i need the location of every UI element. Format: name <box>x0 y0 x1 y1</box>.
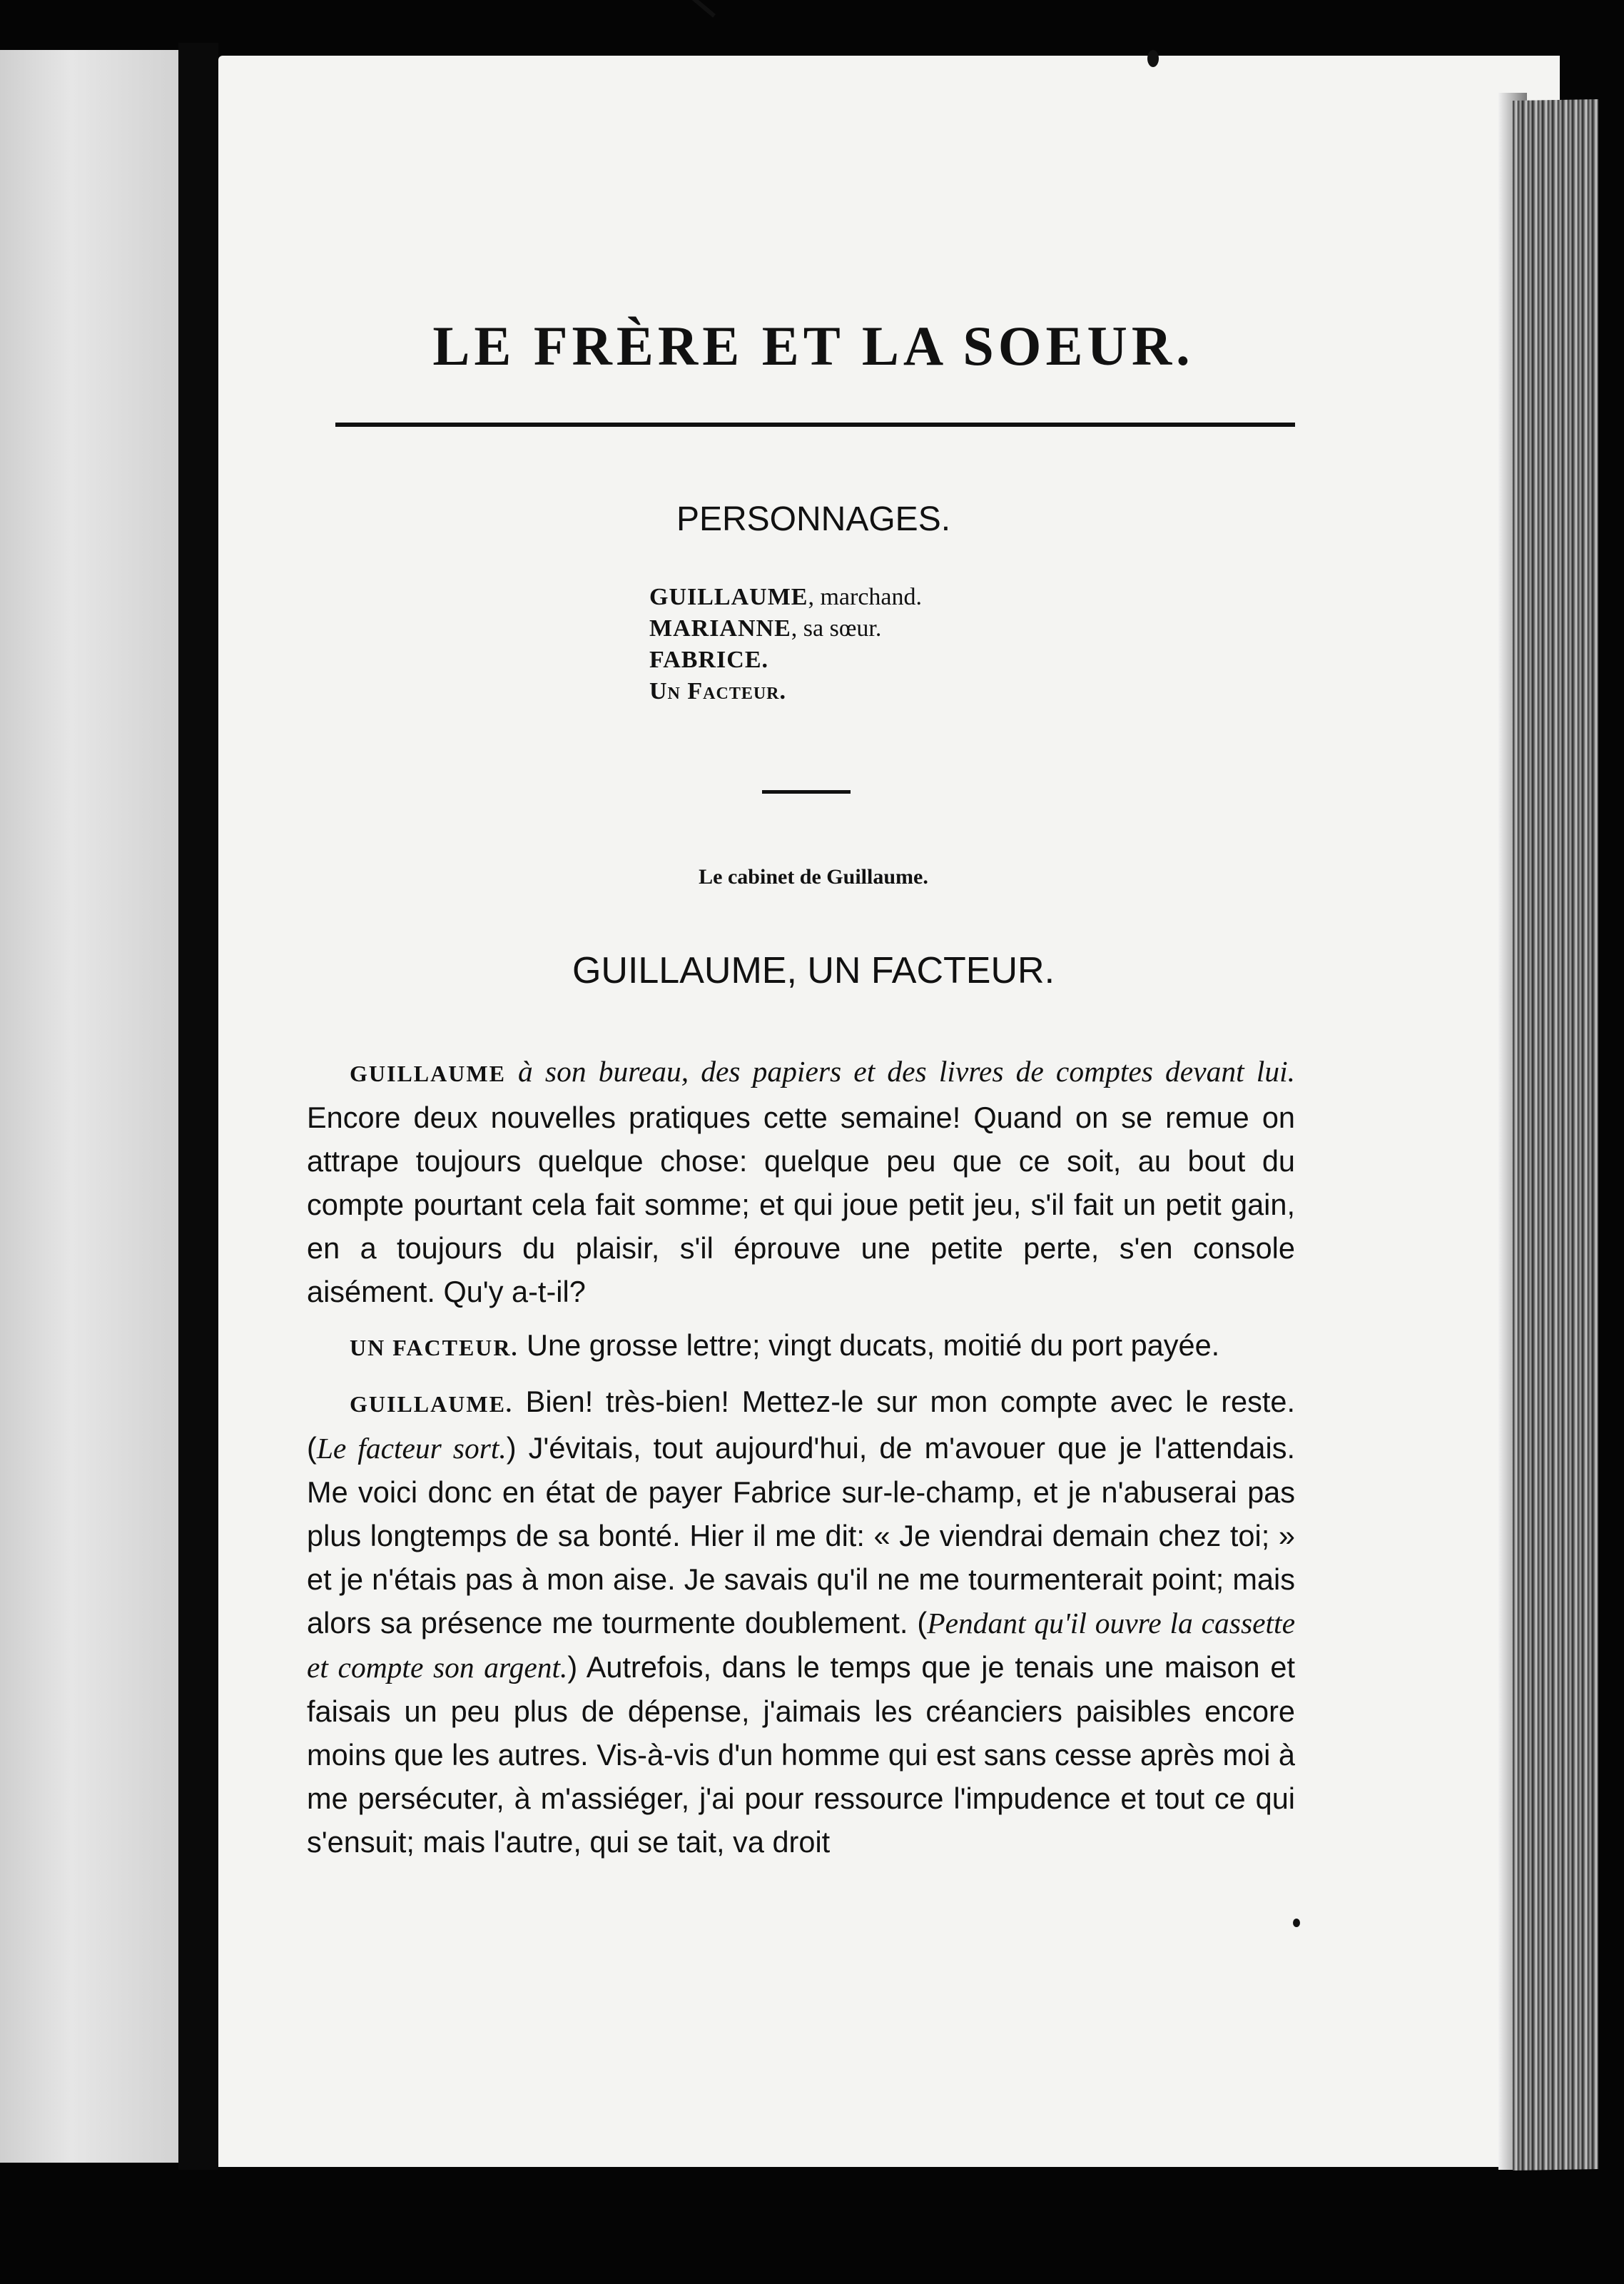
scan-speck <box>1293 1919 1300 1927</box>
stage-direction: Le facteur sort. <box>316 1432 507 1465</box>
cast-name: FABRICE. <box>649 647 768 673</box>
speech-text: ) J'évitais, tout aujourd'hui, de m'avouer que je l'attendais. Me voici donc en état de payer Fabrice sur-le-champ, et je n'abuserai pas plus longtemps de sa bonté. Hier il me dit: « Je viendrai demain chez toi; » et je n'étais pas à mon aise. Je savais qu'il ne me tourmenterait point; mais alors sa présence me tourmente doublement. ( <box>307 1431 1295 1639</box>
cast-name: GUILLAUME <box>649 584 808 610</box>
cast-item <box>649 613 1149 645</box>
section-divider <box>762 790 851 794</box>
cast-role: , sa sœur. <box>791 615 882 642</box>
scan-speck <box>680 0 716 18</box>
cast-name: MARIANNE <box>649 615 791 642</box>
scene-heading: GUILLAUME, UN FACTEUR. <box>572 950 1055 991</box>
cast-list <box>649 582 1149 707</box>
speech <box>307 1049 1295 1313</box>
cast-item <box>649 582 1149 613</box>
speech <box>307 1323 1295 1370</box>
page-edges-stack <box>1513 99 1598 2171</box>
stage-direction: Pendant qu'il ouvre la cassette et compte son argent. <box>307 1607 1295 1684</box>
speech-text: ) Autrefois, dans le temps que je tenais une maison et faisais un peu plus de dépense, j'aimais les créanciers paisibles encore moins que les autres. Vis-à-vis d'un homme qui est sans cesse après moi à me persécuter, à m'assiéger, j'ai pour ressource l'impudence et tout ce qui s'ensuit; mais l'autre, qui se tait, va droit <box>307 1650 1295 1859</box>
cast-item <box>649 676 1149 707</box>
stage-direction: à son bureau, des papiers et des livres de comptes devant lui. <box>505 1055 1295 1088</box>
dialogue <box>307 1049 1295 1874</box>
scan-speck <box>1147 50 1159 67</box>
speaker-name: GUILLAUME <box>350 1061 506 1086</box>
previous-page-edge <box>0 50 181 2163</box>
book-gutter <box>178 43 218 2170</box>
play-title: LE FRÈRE ET LA SOEUR. <box>432 315 1194 377</box>
speech-text: Encore deux nouvelles pratiques cette semaine! Quand on se remue on attrape toujours quelque chose: quelque peu que ce soit, au bout du compte pourtant cela fait somme; et qui joue petit jeu, s'il fait un petit gain, en a toujours du plaisir, s'il éprouve une petite perte, s'en console aisément. Qu'y a-t-il? <box>307 1101 1295 1308</box>
speech <box>307 1380 1295 1864</box>
speaker-name: GUILLAUME. <box>350 1391 513 1417</box>
speech-text: Une grosse lettre; vingt ducats, moitié du port payée. <box>518 1328 1220 1362</box>
cast-item <box>649 645 1149 676</box>
speaker-name: UN FACTEUR. <box>350 1335 519 1360</box>
title-rule <box>335 423 1295 427</box>
scene-setting: Le cabinet de Guillaume. <box>699 865 928 889</box>
personnages-heading: PERSONNAGES. <box>676 500 951 538</box>
speech-text: Bien! très-bien! Mettez-le sur mon compte avec le reste. ( <box>307 1385 1295 1465</box>
cast-name: Un Facteur. <box>649 678 786 704</box>
cast-role: , marchand. <box>808 584 923 610</box>
